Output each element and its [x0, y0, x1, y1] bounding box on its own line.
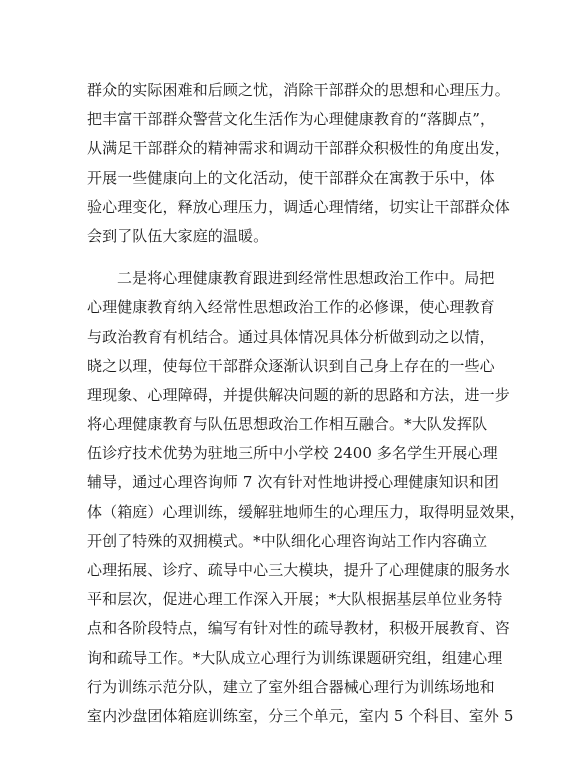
- text-line: 点和各阶段特点，编写有针对性的疏导教材，积极开展教育、咨: [87, 619, 510, 638]
- text-line: 辅导，通过心理咨询师 7 次有针对性地讲授心理健康知识和团: [87, 473, 499, 492]
- text-line: 从满足干部群众的精神需求和调动干部群众积极性的角度出发，: [87, 139, 510, 158]
- text-line: 开展一些健康向上的文化活动，使干部群众在寓教于乐中，体: [87, 168, 495, 187]
- text-line: 询和疏导工作。*大队成立心理行为训练课题研究组，组建心理: [87, 648, 503, 667]
- text-line: 行为训练示范分队，建立了室外组合器械心理行为训练场地和: [87, 677, 495, 696]
- text-line: 伍诊疗技术优势为驻地三所中小学校 2400 多名学生开展心理: [87, 444, 498, 463]
- paragraph-1: [87, 76, 517, 251]
- text-line: 体（箱庭）心理训练，缓解驻地师生的心理压力，取得明显效果，: [87, 502, 525, 521]
- text-line: 理现象、心理障碍，并提供解决问题的新的思路和方法，进一步: [87, 385, 510, 404]
- body-text: [87, 76, 525, 731]
- text-line: 平和层次，促进心理工作深入开展；*大队根据基层单位业务特: [87, 590, 503, 609]
- text-line: 将心理健康教育与队伍思想政治工作相互融合。*大队发挥队: [87, 415, 488, 434]
- text-line: 心理拓展、诊疗、疏导中心三大模块，提升了心理健康的服务水: [87, 561, 510, 579]
- text-line: 二是将心理健康教育跟进到经常性思想政治工作中。局把: [117, 269, 495, 288]
- text-line: 与政治教育有机结合。通过具体情况具体分析做到动之以情，: [87, 327, 495, 346]
- text-line: 群众的实际困难和后顾之忧，消除干部群众的思想和心理压力。: [87, 81, 510, 99]
- text-line: 心理健康教育纳入经常性思想政治工作的必修课，使心理教育: [87, 298, 495, 317]
- text-line: 晓之以理，使每位干部群众逐渐认识到自己身上存在的一些心: [87, 356, 495, 375]
- paragraph-spacer: [87, 251, 517, 264]
- text-line: 会到了队伍大家庭的温暖。: [87, 226, 269, 245]
- text-line: 验心理变化，释放心理压力，调适心理情绪，切实让干部群众体: [87, 197, 510, 216]
- text-line: 把丰富干部群众警营文化生活作为心理健康教育的“落脚点”，: [87, 110, 496, 129]
- text-line: 开创了特殊的双拥模式。*中队细化心理咨询站工作内容确立: [87, 531, 488, 550]
- paragraph-2: [87, 264, 525, 731]
- text-line: 室内沙盘团体箱庭训练室，分三个单元，室内 5 个科目、室外 5: [87, 706, 514, 725]
